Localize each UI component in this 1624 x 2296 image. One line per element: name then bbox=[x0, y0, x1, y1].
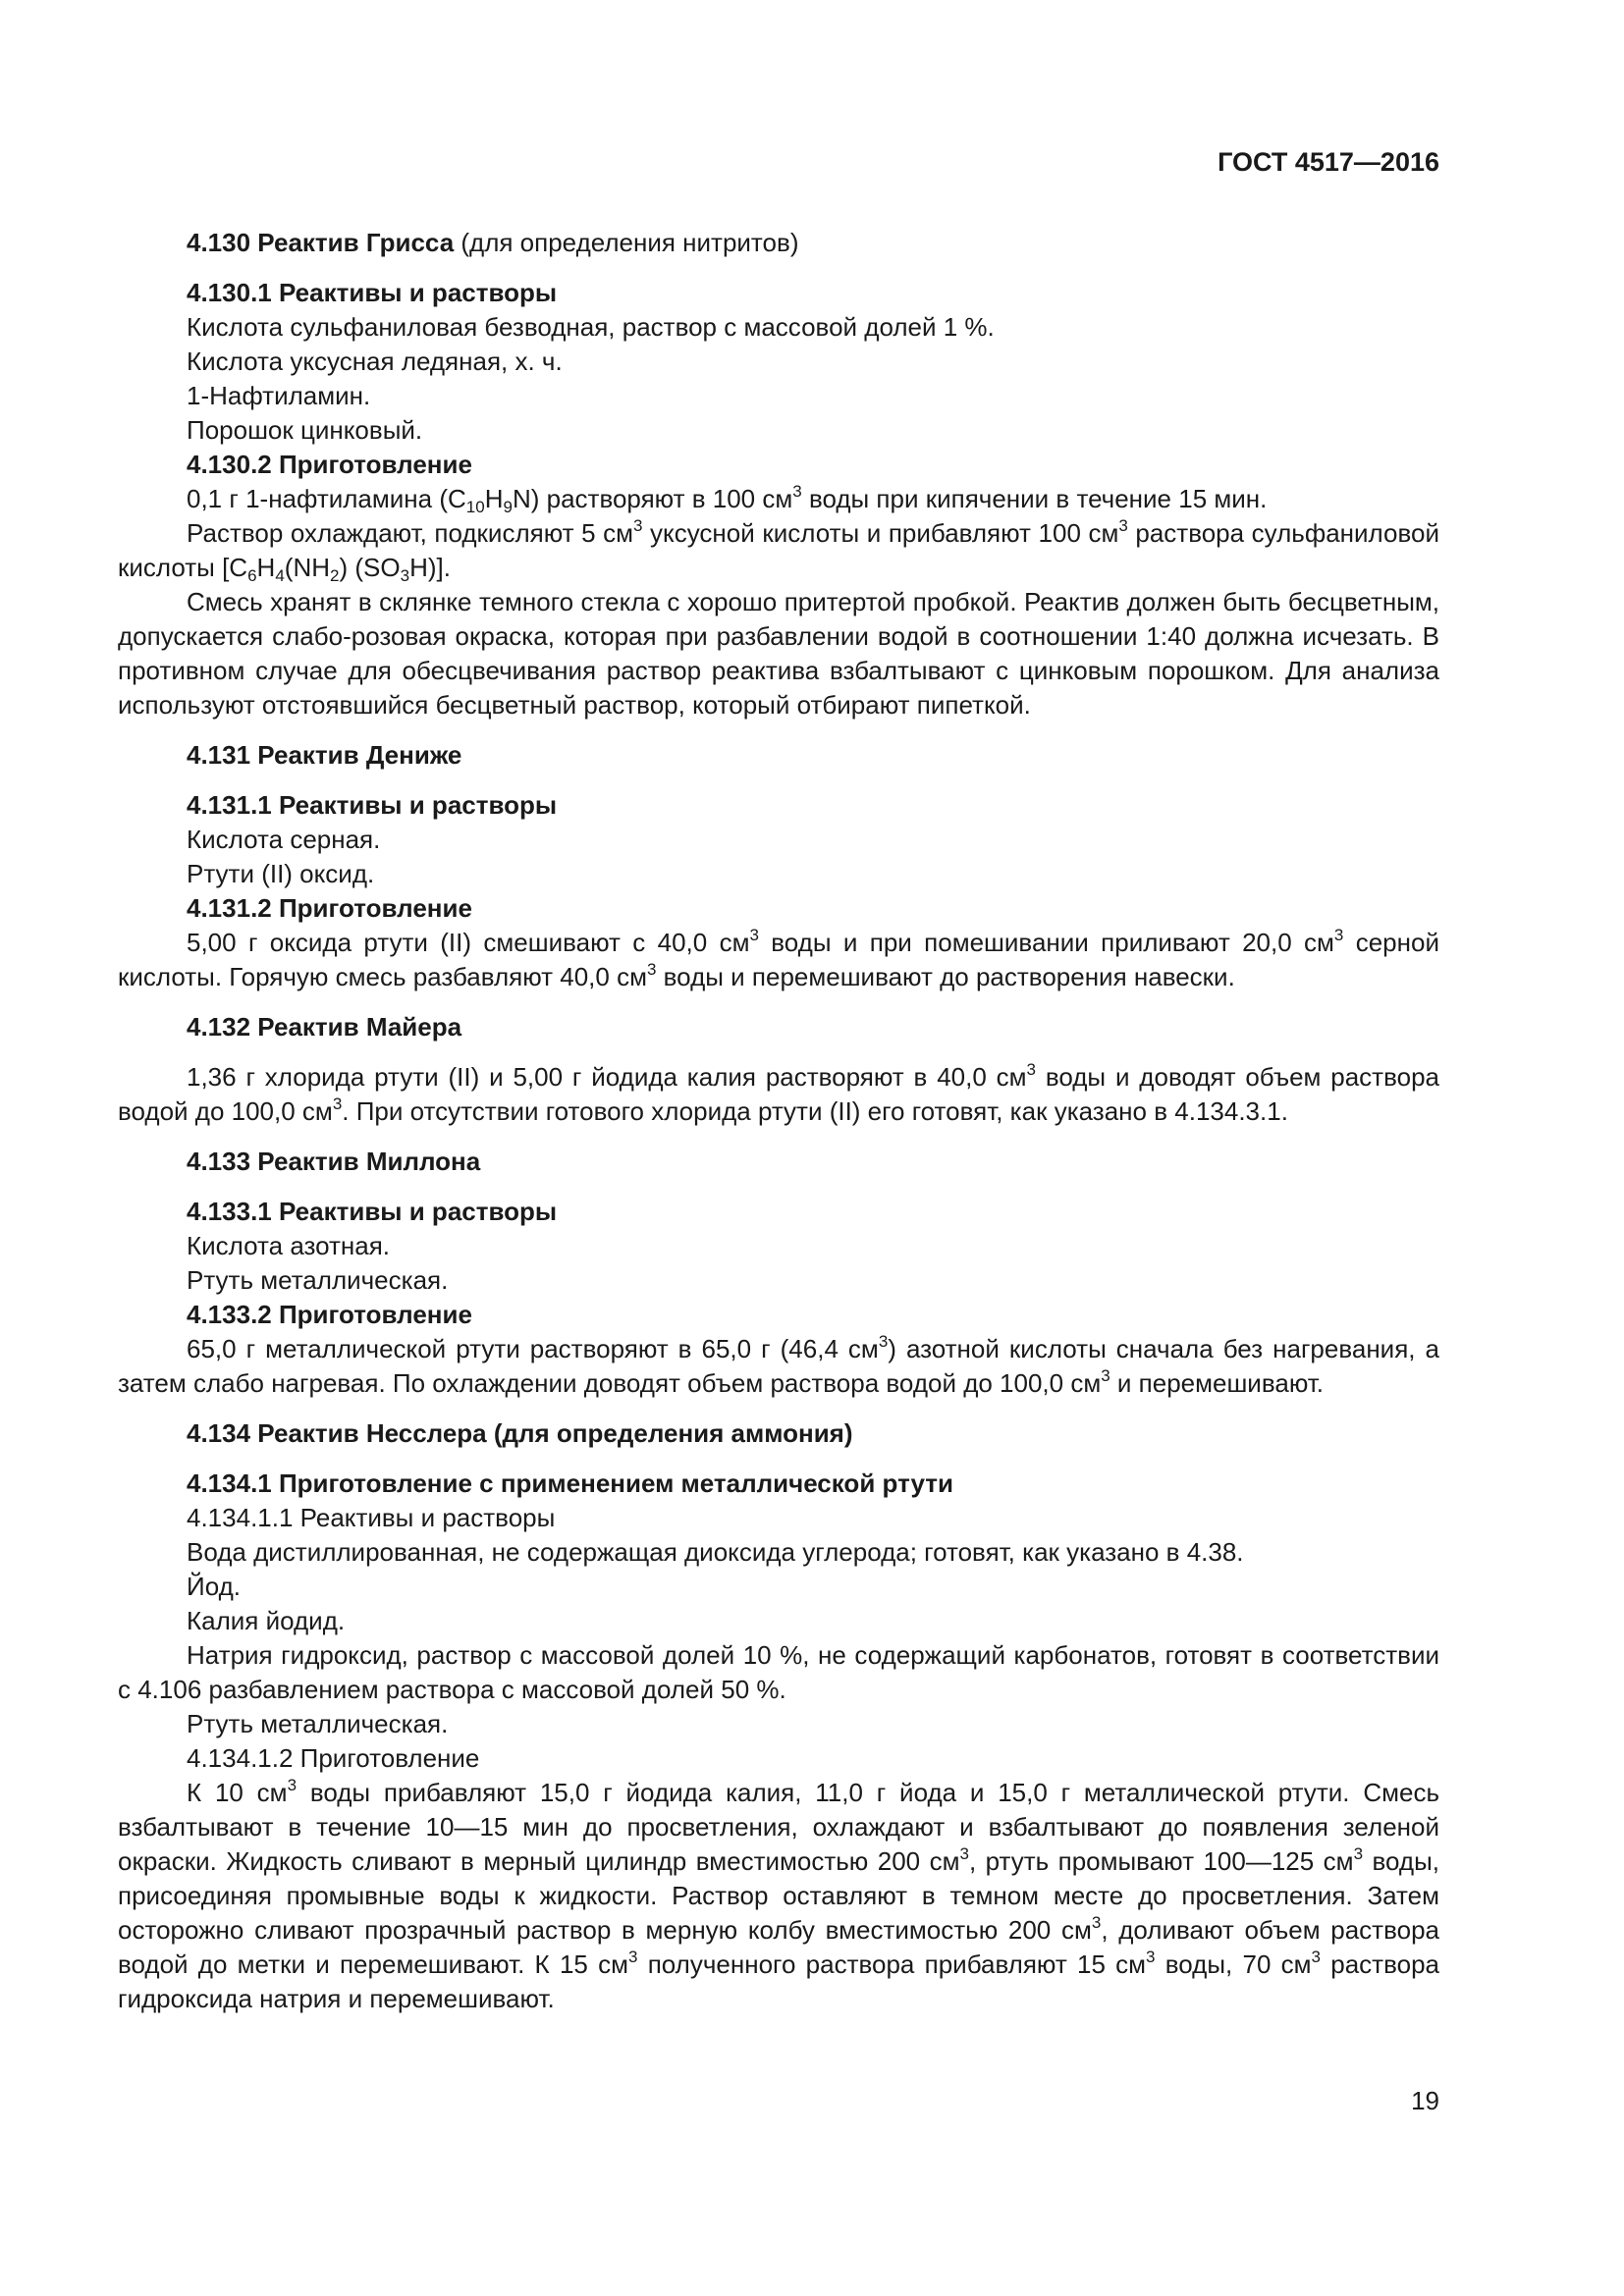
list-item: Порошок цинковый. bbox=[187, 415, 423, 445]
list-item: Калия йодид. bbox=[187, 1606, 346, 1635]
section-4-133-title: 4.133 Реактив Миллона bbox=[187, 1147, 481, 1176]
paragraph: 0,1 г 1-нафтиламина $(C_{10}H_9N)$ растворяют в 100 $см^3$ воды при кипячении в течение 15 мин. bbox=[187, 482, 1268, 516]
subsection-4-130-1-title: 4.130.1 Реактивы и растворы bbox=[187, 278, 558, 307]
subsection-4-133-2-title: 4.133.2 Приготовление bbox=[187, 1300, 472, 1329]
list-item: Натрия гидроксид, раствор с массовой долей 10 %, не содержащий карбонатов, готовят в соответствии с 4.106 разбавлением раствора с массовой долей 50 %. bbox=[118, 1640, 1439, 1704]
paragraph: Смесь хранят в склянке темного стекла с хорошо притертой пробкой. Реактив должен быть бесцветным, допускается слабо-розовая окраска, которая при разбавлении водой в соотношении 1:40 должна исчезать. В противном случае для обесцвечивания раствор реактива взбалтывают с цинковым порошком. Для анализа используют отстоявшийся бесцветный раствор, который отбирают пипеткой. bbox=[118, 587, 1439, 720]
list-item: Кислота уксусная ледяная, х. ч. bbox=[187, 347, 563, 376]
paragraph: 1,36 г хлорида ртути (II) и 5,00 г йодида калия растворяют в 40,0 $см^3$ воды и доводят объем раствора водой до 100,0 $см^3$. При отсутствии готового хлорида ртути (II) его готовят, как указано в 4.134.3.1. bbox=[118, 1060, 1439, 1126]
list-item: Кислота сульфаниловая безводная, раствор с массовой долей 1 %. bbox=[187, 312, 995, 342]
list-item: Кислота серная. bbox=[187, 825, 381, 854]
subsection-4-131-2-title: 4.131.2 Приготовление bbox=[187, 893, 472, 923]
list-item: Ртуть металлическая. bbox=[187, 1265, 449, 1295]
paragraph: К 10 $см^3$ воды прибавляют 15,0 г йодида калия, 11,0 г йода и 15,0 г металлической ртути. Смесь взбалтывают в течение 10—15 мин до просветления, охлаждают и взбалтывают до появления зеленой окраски. Жидкость сливают в мерный цилиндр вместимостью 200 $см^3$, ртуть промывают 100—125 $см^3$ воды, присоединяя промывные воды к жидкости. Раствор оставляют в темном месте до просветления. Затем осторожно сливают прозрачный раствор в мерную колбу вместимостью 200 $см^3$, доливают объем раствора водой до метки и перемешивают. К 15 $см^3$ полученного раствора прибавляют 15 $см^3$ воды, 70 $см^3$ раствора гидроксида натрия и перемешивают. bbox=[118, 1776, 1439, 2013]
list-item: Ртуть металлическая. bbox=[187, 1709, 449, 1738]
list-item: Кислота азотная. bbox=[187, 1231, 391, 1260]
section-4-131-title: 4.131 Реактив Дениже bbox=[187, 740, 462, 770]
list-item: Йод. bbox=[187, 1572, 241, 1601]
section-title-bold: 4.130 Реактив Грисса bbox=[187, 228, 455, 257]
paragraph: Раствор охлаждают, подкисляют 5 $см^3$ уксусной кислоты и прибавляют 100 $см^3$ раствора сульфаниловой кислоты [$C_6H_4(NH_2)$ $(SO_3H)$]. bbox=[118, 516, 1439, 585]
list-item: Ртути (II) оксид. bbox=[187, 859, 375, 888]
section-4-134-title: 4.134 Реактив Несслера (для определения аммония) bbox=[187, 1418, 853, 1448]
list-item: 1-Нафтиламин. bbox=[187, 381, 371, 410]
page-content bbox=[118, 226, 1439, 2016]
subsection-4-134-1-1-title: 4.134.1.1 Реактивы и растворы bbox=[187, 1503, 556, 1532]
section-4-132-title: 4.132 Реактив Майера bbox=[187, 1012, 462, 1041]
subsection-4-133-1-title: 4.133.1 Реактивы и растворы bbox=[187, 1197, 558, 1226]
section-4-130-title bbox=[118, 226, 1439, 260]
subsection-4-130-2-title: 4.130.2 Приготовление bbox=[187, 450, 472, 479]
paragraph: 5,00 г оксида ртути (II) смешивают с 40,0 $см^3$ воды и при помешивании приливают 20,0 $см^3$ серной кислоты. Горячую смесь разбавляют 40,0 $см^3$ воды и перемешивают до растворения навески. bbox=[118, 926, 1439, 991]
document-code: ГОСТ 4517—2016 bbox=[1218, 147, 1439, 177]
page-number: 19 bbox=[1411, 2086, 1439, 2115]
subsection-4-131-1-title: 4.131.1 Реактивы и растворы bbox=[187, 790, 558, 820]
section-title-note: (для определения нитритов) bbox=[454, 228, 799, 257]
list-item: Вода дистиллированная, не содержащая диоксида углерода; готовят, как указано в 4.38. bbox=[187, 1537, 1244, 1567]
paragraph: 65,0 г металлической ртути растворяют в 65,0 г (46,4 $см^3$) азотной кислоты сначала без нагревания, а затем слабо нагревая. По охлаждении доводят объем раствора водой до 100,0 $см^3$ и перемешивают. bbox=[118, 1332, 1439, 1398]
subsection-4-134-1-2-title: 4.134.1.2 Приготовление bbox=[187, 1743, 480, 1773]
subsection-4-134-1-title: 4.134.1 Приготовление с применением металлической ртути bbox=[187, 1468, 953, 1498]
